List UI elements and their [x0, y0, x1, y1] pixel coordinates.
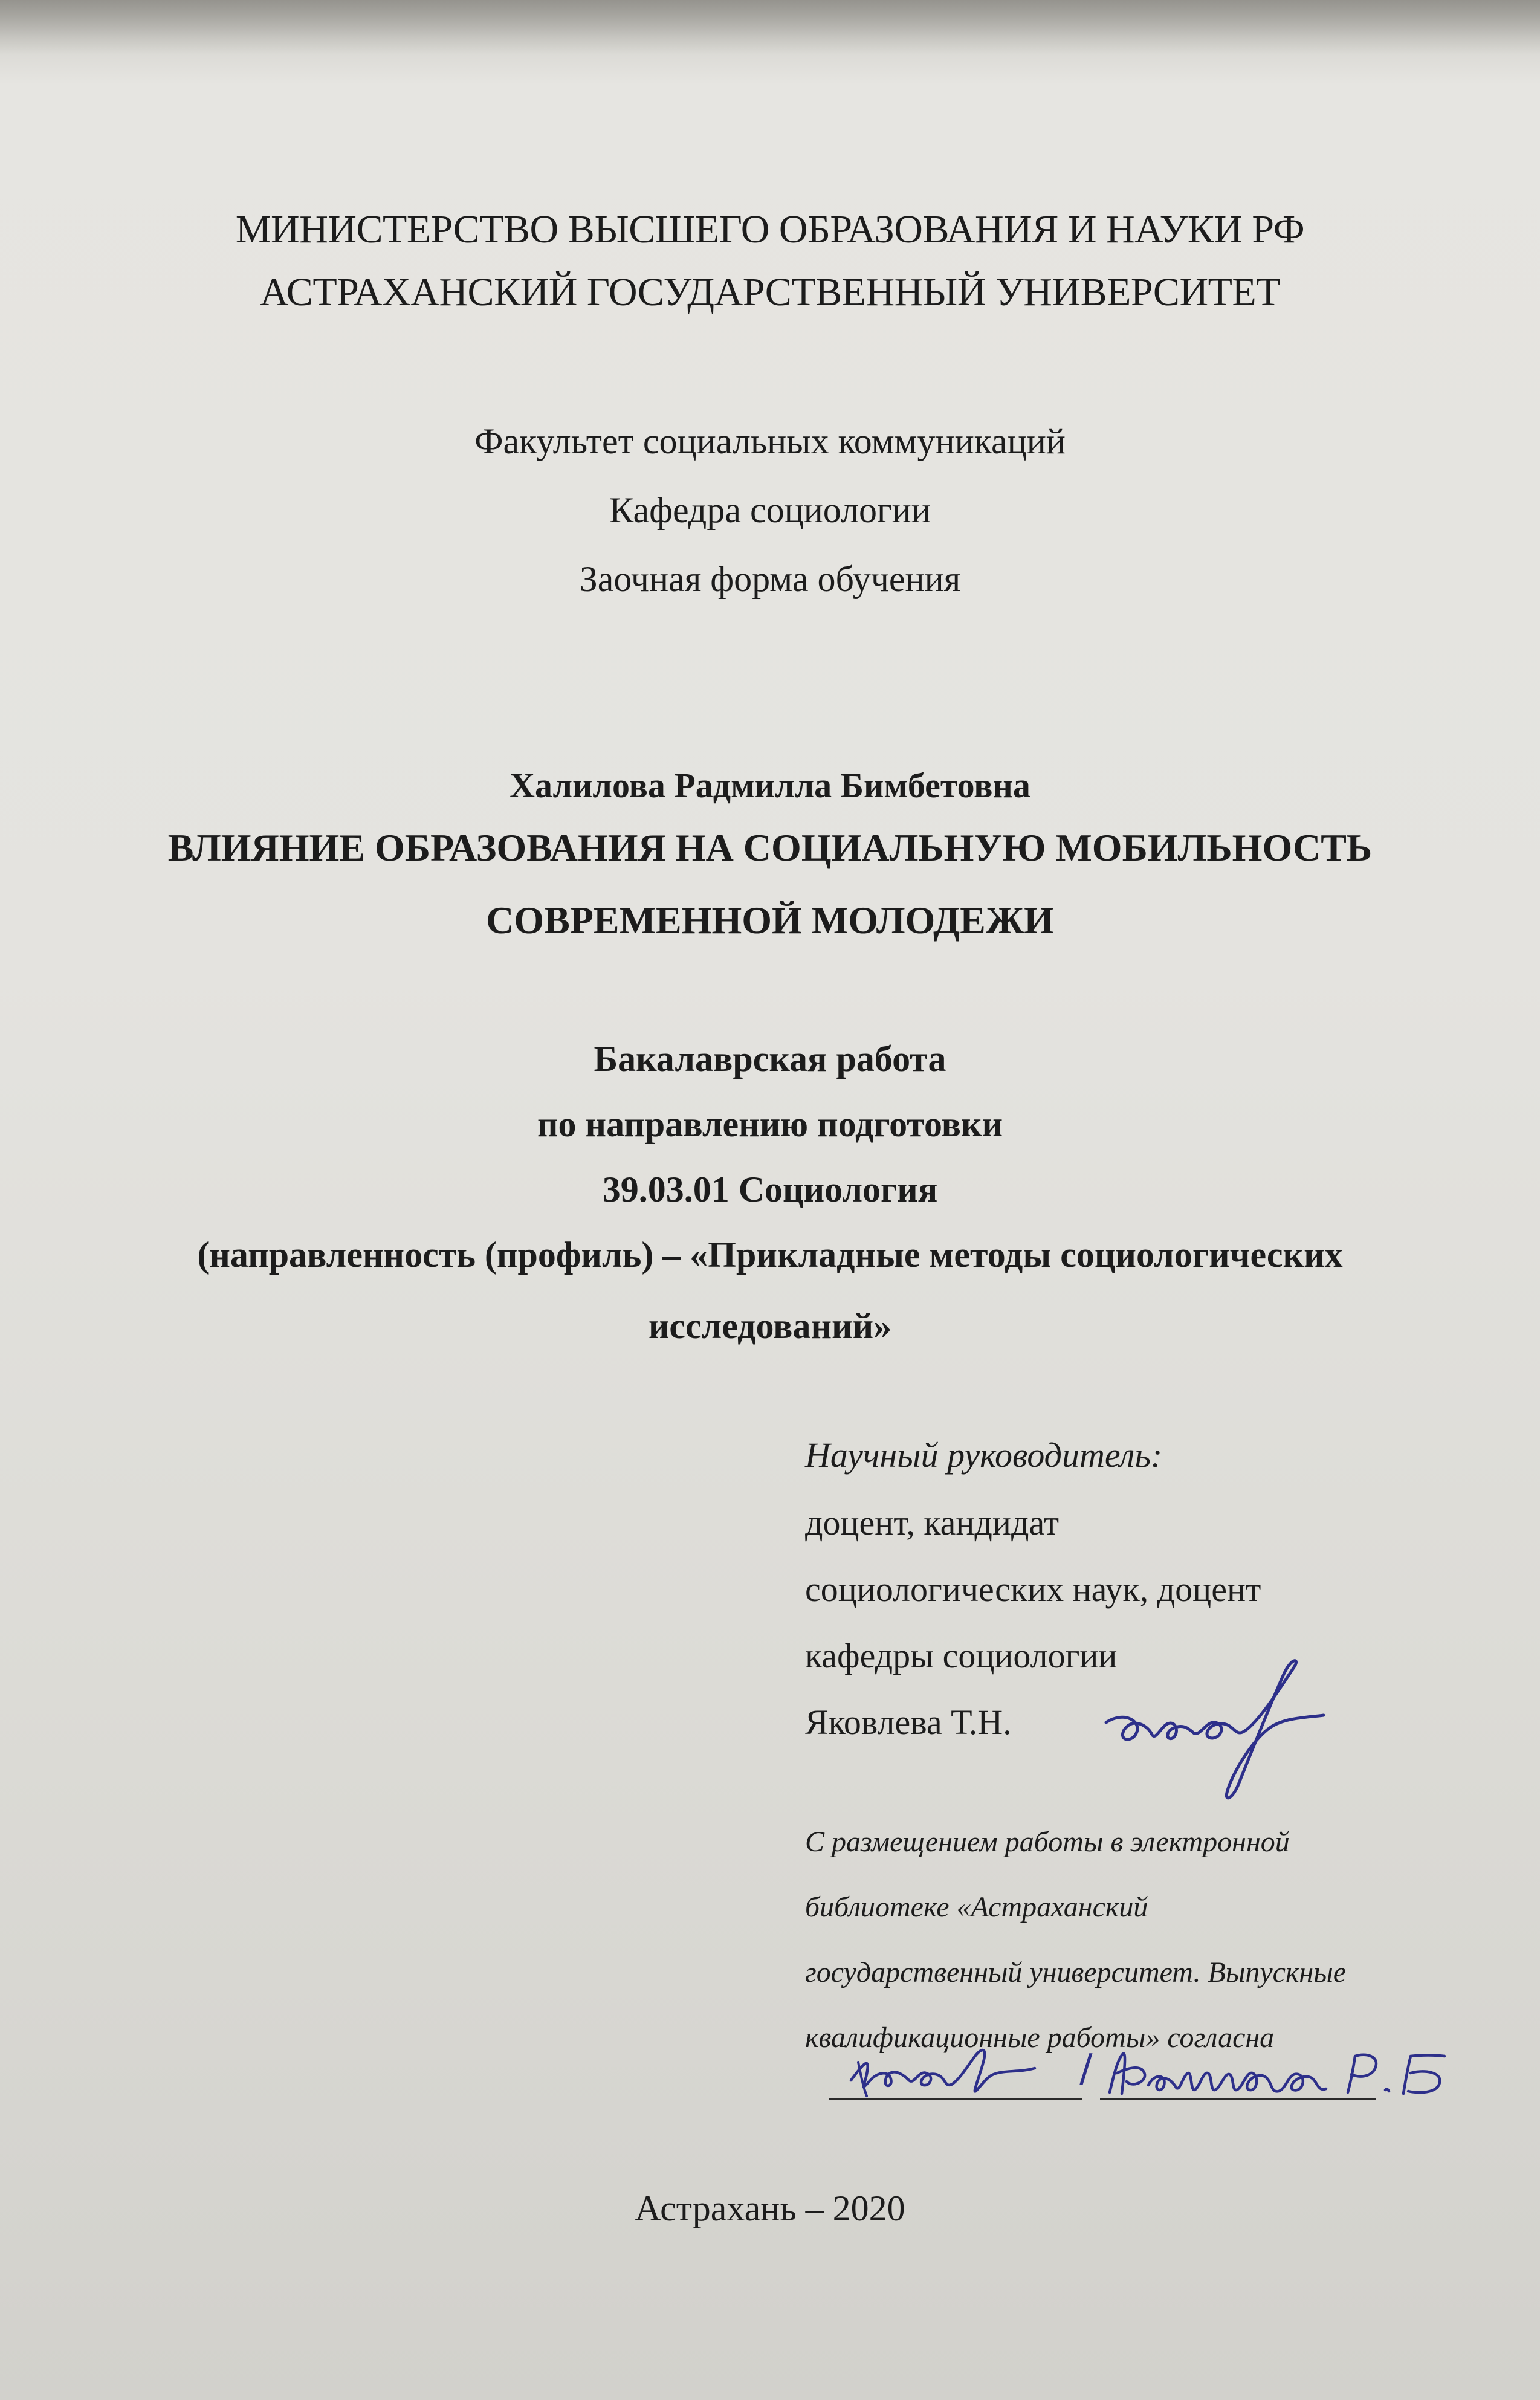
university-heading: АСТРАХАНСКИЙ ГОСУДАРСТВЕННЫЙ УНИВЕРСИТЕТ — [259, 270, 1281, 314]
faculty-name: Факультет социальных коммуникаций — [474, 421, 1066, 461]
consent-line-4: квалификационные работы» согласна — [805, 2022, 1275, 2054]
advisor-heading: Научный руководитель: — [805, 1435, 1163, 1475]
profile-line-1: (направленность (профиль) – «Прикладные методы социологических — [197, 1235, 1343, 1275]
signature-separator: / — [1079, 2046, 1093, 2091]
advisor-line-1: доцент, кандидат — [805, 1503, 1060, 1542]
study-form: Заочная форма обучения — [579, 559, 961, 599]
consent-line-3: государственный университет. Выпускные — [805, 1956, 1347, 1988]
city-year: Астрахань – 2020 — [635, 2188, 905, 2228]
department-name: Кафедра социологии — [609, 490, 931, 530]
student-handwritten-name — [1106, 2043, 1457, 2103]
consent-line-1: С размещением работы в электронной — [805, 1826, 1290, 1858]
student-signature — [846, 2038, 1040, 2104]
author-name: Халилова Радмилла Бимбетовна — [510, 766, 1030, 805]
consent-line-2: библиотеке «Астраханский — [805, 1891, 1148, 1923]
advisor-line-3: кафедры социологии — [805, 1636, 1118, 1675]
work-type: Бакалаврская работа — [594, 1039, 946, 1079]
ministry-heading: МИНИСТЕРСТВО ВЫСШЕГО ОБРАЗОВАНИЯ И НАУКИ РФ — [235, 207, 1305, 251]
direction-code: 39.03.01 Социология — [602, 1169, 938, 1209]
thesis-title-line-2: СОВРЕМЕННОЙ МОЛОДЕЖИ — [486, 899, 1054, 942]
profile-line-2: исследований» — [648, 1306, 892, 1346]
advisor-name: Яковлева Т.Н. — [805, 1703, 1012, 1742]
advisor-line-2: социологических наук, доцент — [805, 1570, 1261, 1609]
direction-label: по направлению подготовки — [537, 1104, 1003, 1144]
paper-top-shadow — [0, 0, 1540, 54]
thesis-title-line-1: ВЛИЯНИЕ ОБРАЗОВАНИЯ НА СОЦИАЛЬНУЮ МОБИЛЬНОСТЬ — [167, 826, 1373, 869]
advisor-signature — [1100, 1650, 1330, 1813]
